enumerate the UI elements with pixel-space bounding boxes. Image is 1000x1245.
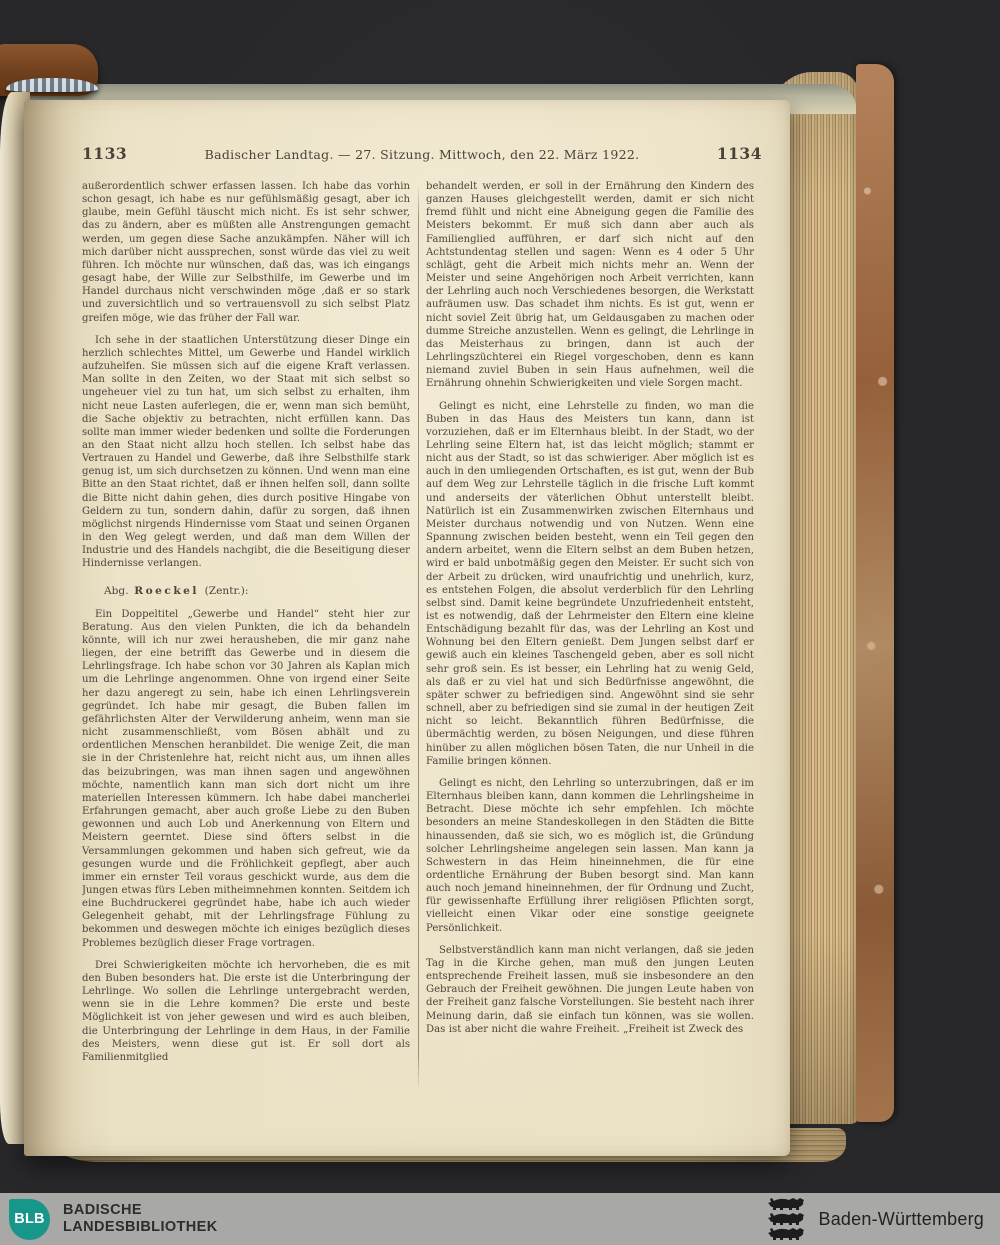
scanned-page [24, 100, 790, 1156]
left-column [82, 180, 410, 1096]
text-columns [82, 180, 754, 1096]
page-header [82, 144, 762, 164]
paragraph: Gelingt es nicht, eine Lehrstelle zu finden, wo man die Buben in das Haus des Meisters tun kann, dann ist vorzuziehen, daß er im Elternhaus bleibt. In der Stadt, wo der Lehrling seine Eltern hat, ist das leicht möglich; stammt er nicht aus der Stadt, so ist das schwieriger. Aber möglich ist es auch in den umliegenden Ortschaften, es ist gut, wenn der Bub auf dem Weg zur Lehrstelle täglich in die frische Luft kommt und anderseits der väterlichen Obhut unterstellt bleibt. Natürlich ist ein Zusammenwirken zwischen Elternhaus und Meister durchaus notwendig und von Nutzen. Wenn eine Spannung zwischen beiden besteht, wenn ein Teil gegen den andern arbeitet, wenn die Eltern selbst an dem Buben hetzen, wird er bald unbotmäßig gegen den Meister. Er sucht sich von der Arbeit zu drücken, wird unaufrichtig und unehrlich, kurz, es entstehen Folgen, die absolut verderblich für den Lehrling selbst sind. Damit keine begründete Unzufriedenheit entsteht, ist es notwendig, daß der Lehrmeister den Eltern eine kleine Entschädigung bezahlt für das, was der Lehrling an Kost und Wohnung bei den Eltern genießt. Dem Jungen selbst darf er gewiß auch ein kleines Taschengeld geben, aber es soll nicht sehr groß sein. Es ist besser, ein Lehrling hat zu wenig Geld, als daß er zu viel hat und sich Bedürfnisse angewöhnt, die später schwer zu befriedigen sind. Angewöhnt sind sie sehr schnell, aber zu befriedigen sind sie zumal in der heutigen Zeit nicht so leicht. Bekanntlich führen Bedürfnisse, die übermächtig werden, zu bösen Neigungen, und diese führen hinüber zu allen möglichen bösen Taten, die nur Unheil in die Familie bringen können. [426, 400, 754, 767]
paragraph: behandelt werden, er soll in der Ernährung den Kindern des ganzen Hauses gleichgestellt werden, damit er sich nicht fremd fühlt und nicht eine Abneigung gegen die Familie des Meisters bekommt. Er muß sich dann aber auch als Familienglied aufführen, er darf sich nicht auf den Achtstundentag stellen und sagen: Wenn es 4 oder 5 Uhr schlägt, geht die Arbeit mich nichts mehr an. Wenn der Meister und seine Angehörigen noch Arbeit verrichten, kann der Lehrling auch noch Verschiedenes besorgen, die Werkstatt aufräumen usw. Das schadet ihm nichts. Es ist gut, wenn er nicht soviel Zeit übrig hat, um Geldausgaben zu machen oder dumme Streiche anzustellen. Wenn es gelingt, die Lehrlinge in das Meisterhaus zu bringen, dann ist auch der Lehrlingszüchterei ein Riegel vorgeschoben, denn es kann niemand zuviel Buben in sein Haus aufnehmen, weil die Ernährung ohnehin Schwierigkeiten und viele Sorgen macht. [426, 181, 754, 390]
state-label: Baden-Württemberg [818, 1208, 984, 1229]
right-column [426, 180, 754, 1096]
paragraph: Drei Schwierigkeiten möchte ich hervorheben, die es mit den Buben besonders hat. Die erste ist die Unterbringung der Lehrlinge. Wo sollen die Lehrlinge untergebracht werden, wenn sie in die Lehre kommen? Die erste und beste Möglichkeit ist von jeher gewesen und wird es auch bleiben, die Unterbringung der Lehrlinge in dem Haus, in der Familie des Meisters, wenn diese gut ist. Er soll dort als Familienmitglied [82, 959, 410, 1063]
baden-wuerttemberg-lions-icon [767, 1197, 807, 1241]
paragraph: außerordentlich schwer erfassen lassen. Ich habe das vorhin schon gesagt, ich habe es nur gefühlsmäßig gesagt, aber ich glaube, mein Gefühl täuscht mich nicht. Es ist sehr schwer, das zu ändern, aber es müßten alle Anstrengungen gemacht werden, um gegen diese Sache anzukämpfen. Näher will ich mich darüber nicht aussprechen, sonst würde das viel zu weit führen. Ich möchte nur wünschen, daß das, was ich eingangs gesagt habe, der Wille zur Selbsthilfe, im Gewerbe und im Handel durchaus nicht verschwinden möge ,daß er so stark und zuversichtlich und so vertrauensvoll zu sich selbst Platz greifen möge, wie das früher der Fall war. [82, 181, 410, 324]
library-name-line1: BADISCHE [63, 1202, 142, 1218]
library-name [63, 1202, 218, 1236]
folio-number-left: 1133 [82, 144, 128, 163]
paragraph: Gelingt es nicht, den Lehrling so unterzubringen, daß er im Elternhaus bleiben kann, dann kommen die Lehrlingsheime in Betracht. Diese möchte ich sehr empfehlen. Ich möchte besonders an meine Standeskollegen in den Städten die Bitte hinaussenden, daß sie sich, wo es möglich ist, die Gründung solcher Lehrlingsheime angelegen sein lassen. Man kann ja Schwestern in das Heim hineinnehmen, die für eine ordentliche Ernährung der Buben besorgt sind. Man kann auch noch jemand hineinnehmen, der für Ordnung und Zucht, für gewissenhafte Erfüllung ihrer religiösen Pflichten sorgt, vielleicht einen Vikar oder eine sonstige geeignete Persönlichkeit. [426, 777, 754, 934]
paragraph: Ein Doppeltitel „Gewerbe und Handel“ steht hier zur Beratung. Aus den vielen Punkten, die ich da behandeln könnte, will ich nur zwei herausheben, die mir ganz nahe liegen, der eine betrifft das Gewerbe und in diesem die Lehrlingsfrage. Ich habe schon vor 30 Jahren als Kaplan mich um die Lehrlinge angenommen. Ohne von irgend einer Seite her dazu angeregt zu sein, habe ich einen Lehrlingsverein gegründet. Ich habe mir gesagt, die Buben fallen im gefährlichsten Alter der Verwilderung anheim, wenn man sie nicht zusammenschließt, vom Bösen abhält und zu ordentlichen Menschen heranbildet. Die wenige Zeit, die man sie in der Christenlehre hat, reicht nicht aus, um ihnen alles das beizubringen, was man ihnen sagen und angewöhnen möchte, namentlich kann man sich dort nicht um ihre materiellen Interessen kümmern. Ich habe dabei mancherlei Erfahrungen gemacht, aber auch große Liebe zu den Buben gewonnen und auch Lob und Anerkennung von Eltern und Meistern geerntet. Diese sind öfters selbst in die Versammlungen gekommen und haben sich gefreut, wie da gesungen wurde und die Fröhlichkeit gepflegt, aber auch immer ein ernster Teil voraus geschickt wurde, aus dem die Jungen etwas fürs Leben mitheimnehmen konnten. Seitdem ich eine Buchdruckerei gegründet habe, habe ich auch wieder Gelegenheit gehabt, mit der Lehrlingsfrage Fühlung zu bekommen und deswegen möchte ich einiges bezüglich dieses Problemes bezüglich dieser Frage vortragen. [82, 608, 410, 949]
blb-logo-icon: BLB [9, 1199, 50, 1240]
speaker-name: Roeckel [134, 584, 199, 597]
library-branding-bar [0, 1193, 1000, 1245]
library-name-line2: LANDESBIBLIOTHEK [63, 1219, 218, 1235]
paragraph: Selbstverständlich kann man nicht verlangen, daß sie jeden Tag in die Kirche gehen, man muß den jungen Leuten entsprechende Freiheit lassen, muß sie insbesondere an den Gebrauch der Freiheit gewöhnen. Die jungen Leute haben von der Freiheit ganz falsche Vorstellungen. Sie besteht nach ihrer Meinung darin, daß sie einfach tun können, was sie wollen. Das ist aber nicht die wahre Freiheit. „Freiheit ist Zweck des [426, 944, 754, 1035]
running-title: Badischer Landtag. — 27. Sitzung. Mittwoch, den 22. März 1922. [204, 147, 640, 162]
book-endband [6, 78, 98, 92]
paragraph: Ich sehe in der staatlichen Unterstützung dieser Dinge ein herzlich schlechtes Mittel, um Gewerbe und Handel wirklich aufzuhelfen. Sie müssen sich auf die eigene Kraft verlassen. Man sollte in den Zeiten, wo der Staat mit sich selbst so ungeheuer viel zu tun hat, um sich selbst zu erhalten, ihm nicht neue Lasten auferlegen, die er, wenn man sich bemüht, die Sache objektiv zu betrachten, nicht erfüllen kann. Das sollte man immer wieder bedenken und sollte die Forderungen an den Staat nicht allzu hoch stellen. Ich selbst habe das Vertrauen zu Handel und Gewerbe, daß ihre Selbsthilfe stark genug ist, um sich durchsetzen zu können. Und wenn man eine Bitte an den Staat richtet, daß er ihnen helfen soll, dann sollte die Bitte nicht dahin gehen, dies durch positive Hingabe von Geldern zu tun, sondern dahin, dafür zu sorgen, daß ihnen möglichst nirgends Hindernisse vom Staat und seinen Organen in den Weg gelegt werden, und daß man dem Willen der Industrie und des Handels nachgibt, die die Beseitigung dieser Hindernisse verlangen. [82, 334, 410, 570]
folio-number-right: 1134 [716, 144, 762, 163]
state-branding [767, 1197, 984, 1241]
column-divider-rule [418, 184, 419, 1090]
speaker-party: (Zentr.): [204, 584, 249, 597]
speaker-heading [82, 585, 410, 598]
speaker-prefix: Abg. [104, 584, 129, 597]
book-cover-edge [856, 64, 894, 1122]
